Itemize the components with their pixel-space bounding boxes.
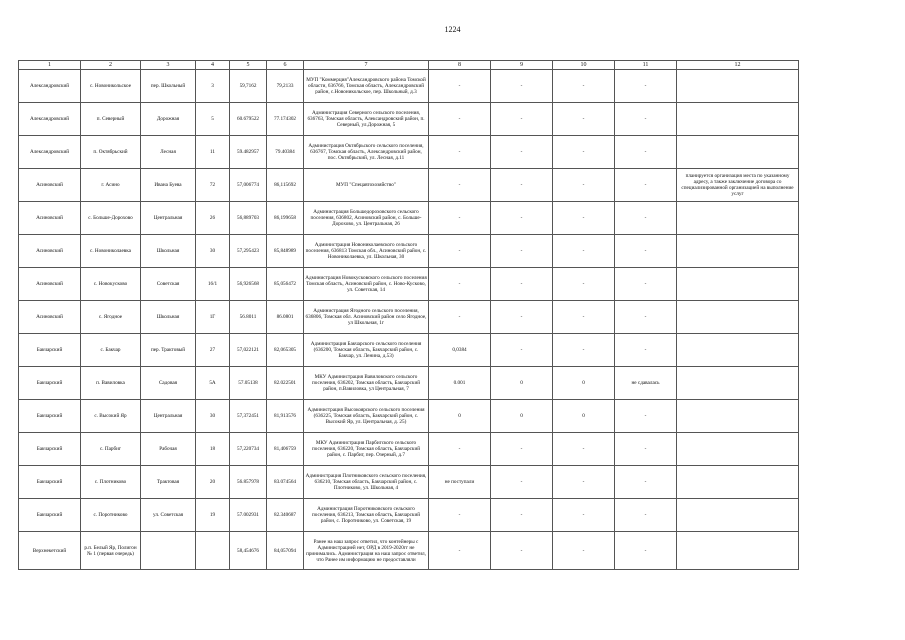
table-cell: не поступали <box>429 466 491 499</box>
table-cell <box>677 433 799 466</box>
table-cell: - <box>615 400 677 433</box>
table-cell: - <box>615 499 677 532</box>
table-cell: 0 <box>491 400 553 433</box>
table-cell: - <box>429 103 491 136</box>
table-cell <box>677 202 799 235</box>
table-cell: - <box>491 70 553 103</box>
table-cell: 86,115692 <box>267 169 304 202</box>
table-cell <box>677 367 799 400</box>
table-cell: - <box>615 235 677 268</box>
table-row <box>19 334 799 367</box>
table-cell: 3 <box>196 70 230 103</box>
table-cell: 83.074564 <box>267 466 304 499</box>
table-cell <box>677 301 799 334</box>
table-cell: с. Новокусково <box>81 268 141 301</box>
table-row <box>19 400 799 433</box>
table-row <box>19 532 799 570</box>
table-cell: - <box>615 136 677 169</box>
column-header: 6 <box>267 61 304 70</box>
table-cell: - <box>491 466 553 499</box>
table-cell: 57,372451 <box>230 400 267 433</box>
table-cell: Лесная <box>141 136 196 169</box>
table-header-row <box>19 61 799 70</box>
table-cell: 57,006774 <box>230 169 267 202</box>
table-cell: 86.0801 <box>267 301 304 334</box>
table-cell: - <box>553 70 615 103</box>
table-cell: - <box>615 103 677 136</box>
table-cell: - <box>491 136 553 169</box>
table-cell: ул. Советская <box>141 499 196 532</box>
table-cell <box>677 466 799 499</box>
table-body <box>19 70 799 570</box>
table-cell: 56,889703 <box>230 202 267 235</box>
table-cell: п. Северный <box>81 103 141 136</box>
table-row <box>19 70 799 103</box>
table-cell: п. Октябрьский <box>81 136 141 169</box>
table-cell: 58,454676 <box>230 532 267 570</box>
table-cell: - <box>429 499 491 532</box>
table-cell: - <box>429 268 491 301</box>
table-cell <box>677 499 799 532</box>
table-cell: Александровский <box>19 136 81 169</box>
table-cell: Садовая <box>141 367 196 400</box>
column-header: 3 <box>141 61 196 70</box>
table-cell: - <box>553 136 615 169</box>
table-cell: 30 <box>196 235 230 268</box>
table-cell: 11 <box>196 136 230 169</box>
table-cell: - <box>491 169 553 202</box>
table-cell: - <box>553 532 615 570</box>
table-cell: - <box>491 433 553 466</box>
table-cell: пер. Трактовый <box>141 334 196 367</box>
table-cell: 57.05138 <box>230 367 267 400</box>
table-cell: - <box>491 235 553 268</box>
table-cell: МКУ Администрация Вавиловского сельского поселения, 636202, Томская область, Бакчарский район, п.Вавиловка, ул Центральная, 7 <box>304 367 429 400</box>
table-cell: 86,199658 <box>267 202 304 235</box>
column-header: 11 <box>615 61 677 70</box>
table-cell: - <box>429 169 491 202</box>
page-number: 1224 <box>444 25 461 34</box>
table-cell: 79.40384 <box>267 136 304 169</box>
column-header: 1 <box>19 61 81 70</box>
table-cell: - <box>553 268 615 301</box>
table-cell: - <box>615 334 677 367</box>
table-cell: - <box>429 532 491 570</box>
table-cell: - <box>491 532 553 570</box>
table-cell: 56.8011 <box>230 301 267 334</box>
table-row <box>19 268 799 301</box>
table-cell: с. Новоникольское <box>81 70 141 103</box>
table-cell: 27 <box>196 334 230 367</box>
table-cell: 57,295423 <box>230 235 267 268</box>
table-cell: - <box>491 103 553 136</box>
table-cell: Администрация Северного сельского поселения, 636763, Томская область, Александровский район, п. Северный, ул.Дорожная, 5 <box>304 103 429 136</box>
column-header: 7 <box>304 61 429 70</box>
table-cell: МКУ Администрация Парбигского сельского поселения, 636220, Томская область, Бакчарский район, с. Парбиг, пер. Озерный, д.7 <box>304 433 429 466</box>
table-cell: с. Бакчар <box>81 334 141 367</box>
table-cell: 5 <box>196 103 230 136</box>
table-cell: 82.340687 <box>267 499 304 532</box>
table-cell: МУП "Коммерция"Александровского района Томской области, 636766, Томская область, Александровский район, с.Новоникольское, пер. Школьный, д.3 <box>304 70 429 103</box>
table-cell: - <box>553 433 615 466</box>
table-row <box>19 136 799 169</box>
table-cell: р.п. Белый Яр, Полигон № 1 (первая очередь) <box>81 532 141 570</box>
table-cell: 81,406759 <box>267 433 304 466</box>
table-cell <box>141 532 196 570</box>
column-header: 4 <box>196 61 230 70</box>
table-cell: Центральная <box>141 202 196 235</box>
register-table <box>18 60 799 570</box>
table-row <box>19 499 799 532</box>
table-row <box>19 367 799 400</box>
table-cell: с. Плотниково <box>81 466 141 499</box>
table-cell: Рабочая <box>141 433 196 466</box>
table-cell: Трактовая <box>141 466 196 499</box>
table-cell: - <box>429 433 491 466</box>
table-cell: Бакчарский <box>19 466 81 499</box>
table-cell: Дорожная <box>141 103 196 136</box>
table-cell: - <box>553 103 615 136</box>
table-cell: Администрация Поротниковского сельского поселения, 636213, Томская область, Бакчарский район, с. Поротниково, ул. Советская, 19 <box>304 499 429 532</box>
column-header: 9 <box>491 61 553 70</box>
table-cell: МУП "Спецавтохозяйство" <box>304 169 429 202</box>
table-cell: 77.174302 <box>267 103 304 136</box>
table-cell <box>677 235 799 268</box>
table-cell: с. Высокий Яр <box>81 400 141 433</box>
column-header: 5 <box>230 61 267 70</box>
table-cell: 79,2133 <box>267 70 304 103</box>
table-cell: пер. Школьный <box>141 70 196 103</box>
table-cell: - <box>553 334 615 367</box>
table-cell: Ивана Буева <box>141 169 196 202</box>
table-cell: 0 <box>491 367 553 400</box>
table-cell: Асиновский <box>19 202 81 235</box>
table-cell: с. Больше-Дорохово <box>81 202 141 235</box>
table-cell: - <box>615 433 677 466</box>
table-cell: г. Асино <box>81 169 141 202</box>
table-cell <box>196 532 230 570</box>
table-cell: - <box>615 301 677 334</box>
table-cell <box>677 532 799 570</box>
table-cell: - <box>429 301 491 334</box>
table-cell: Бакчарский <box>19 499 81 532</box>
table-cell: Асиновский <box>19 301 81 334</box>
table-row <box>19 301 799 334</box>
table-cell: Администрация Бакчарского сельского поселения (636200, Томская область, Бакчарский район, с. Бакчар, ул. Ленина, д.53) <box>304 334 429 367</box>
table-cell: 56.857978 <box>230 466 267 499</box>
table-cell: 81,913576 <box>267 400 304 433</box>
table-cell: 16/1 <box>196 268 230 301</box>
table-cell: 56,926568 <box>230 268 267 301</box>
table-cell: - <box>553 499 615 532</box>
table-cell: 19 <box>196 499 230 532</box>
table-cell: - <box>615 268 677 301</box>
table-cell: с. Новониколаевка <box>81 235 141 268</box>
table-cell: Администрация Новониколаевского сельского поселения, 636813 Томская обл., Асиновский район, с. Новониколаевка, ул. Школьная, 30 <box>304 235 429 268</box>
table-cell <box>677 334 799 367</box>
table-row <box>19 433 799 466</box>
table-cell: не сдавалась <box>615 367 677 400</box>
table-cell: Администрация Новокусковского сельского поселения Томская область, Асиновский район, с. Ново-Кусково, ул. Советская, 14 <box>304 268 429 301</box>
table-cell: 57.002931 <box>230 499 267 532</box>
table-cell: - <box>615 466 677 499</box>
table-row <box>19 202 799 235</box>
table-cell: Администрация Плотниковского сельского поселения, 636210, Томская область, Бакчарский район, с. Плотниково, ул. Школьная, 4 <box>304 466 429 499</box>
table-cell: - <box>615 169 677 202</box>
table-row <box>19 103 799 136</box>
table-cell: 0.001 <box>429 367 491 400</box>
table-cell: - <box>615 70 677 103</box>
table-cell: 60.679522 <box>230 103 267 136</box>
table-cell: 18 <box>196 433 230 466</box>
table-cell: - <box>553 301 615 334</box>
table-cell <box>677 268 799 301</box>
table-cell: планируется организация места по указанному адресу, а также заключение договора со специализированной организацией на выполнение услуг <box>677 169 799 202</box>
table-cell: - <box>491 202 553 235</box>
table-cell: Бакчарский <box>19 433 81 466</box>
table-cell: - <box>553 169 615 202</box>
table-cell: 57,022121 <box>230 334 267 367</box>
table-cell: 0 <box>429 400 491 433</box>
table-cell: Администрация Большедороховского сельского поселения, 636802, Асиновский район, с. Больше-Дорохово, ул. Центральная, 26 <box>304 202 429 235</box>
table-cell: Александровский <box>19 103 81 136</box>
table-cell: - <box>615 532 677 570</box>
column-header: 2 <box>81 61 141 70</box>
table-cell: 82,065305 <box>267 334 304 367</box>
table-cell: Школьная <box>141 235 196 268</box>
table-cell: Асиновский <box>19 268 81 301</box>
table-cell: Советская <box>141 268 196 301</box>
table-cell: - <box>429 70 491 103</box>
table-cell: - <box>491 268 553 301</box>
table-cell: Бакчарский <box>19 400 81 433</box>
column-header: 8 <box>429 61 491 70</box>
table-cell: 57,220734 <box>230 433 267 466</box>
table-cell: - <box>429 202 491 235</box>
column-header: 10 <box>553 61 615 70</box>
table-cell: - <box>553 466 615 499</box>
column-header: 12 <box>677 61 799 70</box>
table-cell: - <box>429 136 491 169</box>
table-cell: 1Г <box>196 301 230 334</box>
table-cell <box>677 400 799 433</box>
table-cell: Асиновский <box>19 235 81 268</box>
table-cell: Ранее на наш запрос ответил, что контейнеры с Администрацией нет, ОРД в 2019-2020гг не принимались. Администрация на наш запрос ответил, что Ранее им информацию не предоставляли <box>304 532 429 570</box>
table-cell <box>677 136 799 169</box>
table-cell: 0 <box>553 367 615 400</box>
table-cell: п. Вавиловка <box>81 367 141 400</box>
table-cell: Администрация Октябрьского сельского поселения, 636767, Томская область, Александровский район, пос. Октябрьский, ул. Лесная, д.11 <box>304 136 429 169</box>
table-cell: - <box>553 235 615 268</box>
table-row <box>19 235 799 268</box>
table-row <box>19 169 799 202</box>
table-cell: 82.022501 <box>267 367 304 400</box>
table-cell: - <box>615 202 677 235</box>
table-cell: 20 <box>196 466 230 499</box>
table-cell <box>677 103 799 136</box>
table-cell: - <box>553 202 615 235</box>
table-cell: 30 <box>196 400 230 433</box>
table-cell: 85,056472 <box>267 268 304 301</box>
table-cell: 0 <box>553 400 615 433</box>
table-cell: Асиновский <box>19 169 81 202</box>
table-cell: 0,0384 <box>429 334 491 367</box>
table-row <box>19 466 799 499</box>
table-cell: - <box>491 499 553 532</box>
table-cell: с. Поротниково <box>81 499 141 532</box>
table-cell: 59.482957 <box>230 136 267 169</box>
table-cell: 59,7162 <box>230 70 267 103</box>
table-cell: - <box>491 301 553 334</box>
table-cell: с. Парбиг <box>81 433 141 466</box>
table-cell: Администрация Высокоярского сельского поселения (636225, Томская область, Бакчарский район, с. Высокий Яр, ул. Центральная, д. 25) <box>304 400 429 433</box>
table-cell: Александровский <box>19 70 81 103</box>
table-cell <box>677 70 799 103</box>
table-cell: Бакчарский <box>19 367 81 400</box>
table-cell: с. Ягодное <box>81 301 141 334</box>
table-cell: Школьная <box>141 301 196 334</box>
table-cell: 72 <box>196 169 230 202</box>
table-cell: 5А <box>196 367 230 400</box>
table-cell: Администрация Ягодного сельского поселения, 636806, Томская обл. Асиновский район село Ягодное, ул Школьная, 1г <box>304 301 429 334</box>
table-cell: 84,057094 <box>267 532 304 570</box>
table-cell: Верхнекетский <box>19 532 81 570</box>
table-cell: Центральная <box>141 400 196 433</box>
table-cell: Бакчарский <box>19 334 81 367</box>
table-cell: 26 <box>196 202 230 235</box>
table-cell: - <box>491 334 553 367</box>
table-cell: 85,848989 <box>267 235 304 268</box>
table-cell: - <box>429 235 491 268</box>
